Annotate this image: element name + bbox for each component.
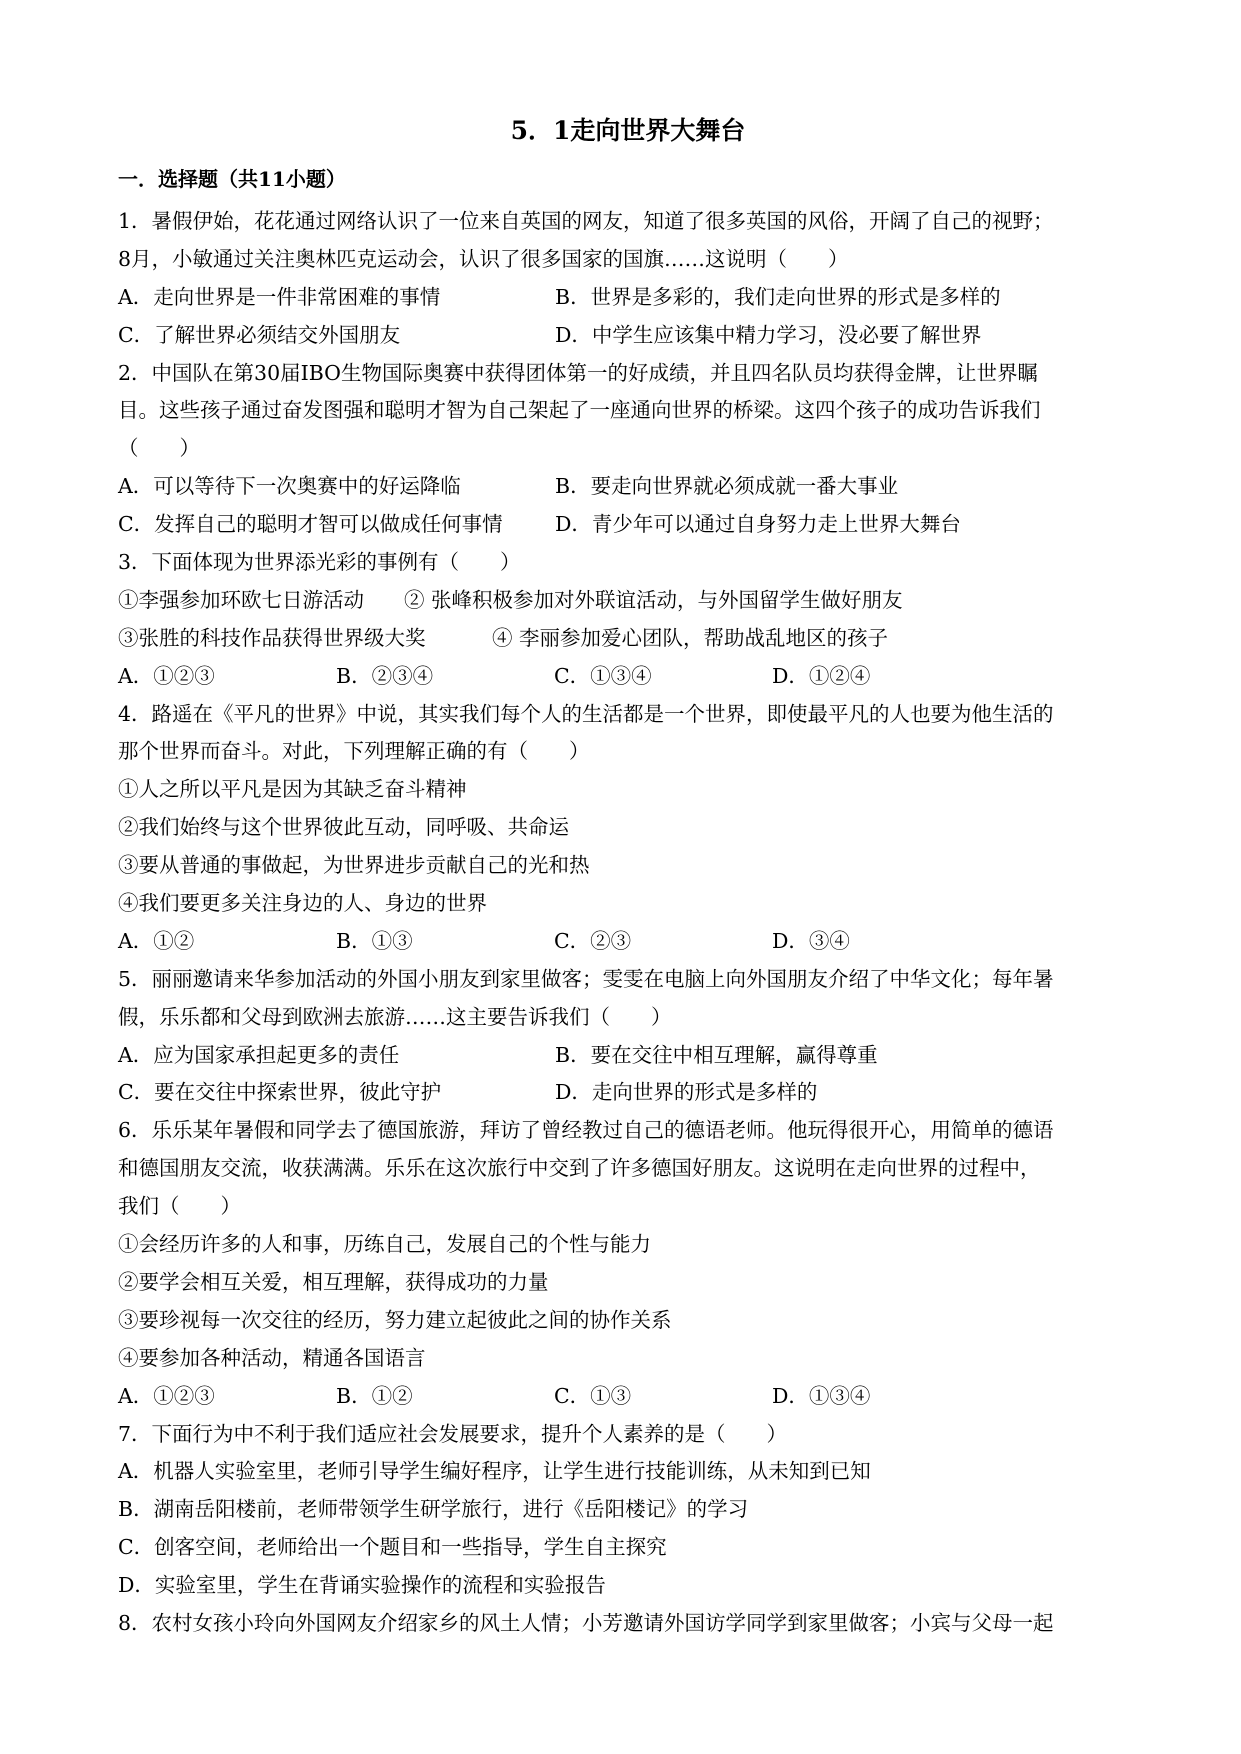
question-stem-line: 和德国朋友交流，收获满满。乐乐在这次旅行中交到了许多德国好朋友。这说明在走向世界的过程中， (118, 1156, 1041, 1181)
question-stem-line: 我们（ ） (118, 1194, 241, 1219)
option-a: A．可以等待下一次奥赛中的好运降临 (118, 474, 461, 499)
question-4 (118, 696, 1123, 961)
question-6 (118, 1112, 1123, 1415)
statement-row (118, 620, 1123, 658)
statement-item: ④ 李丽参加爱心团队，帮助战乱地区的孩子 (492, 625, 889, 650)
question-stem-line: 3．下面体现为世界添光彩的事例有（ ） (118, 550, 521, 575)
question-stem-line: 8．农村女孩小玲向外国网友介绍家乡的风土人情；小芳邀请外国访学同学到家里做客；小宾与父母一起 (118, 1610, 1054, 1635)
option-d: D．实验室里，学生在背诵实验操作的流程和实验报告 (118, 1573, 606, 1598)
section-heading: 一．选择题（共11小题） (118, 167, 346, 191)
question-stem-line: 目。这些孩子通过奋发图强和聪明才智为自己架起了一座通向世界的桥梁。这四个孩子的成功告诉我们 (118, 398, 1041, 423)
statement-item: ④要参加各种活动，精通各国语言 (118, 1345, 426, 1370)
option-a: A．应为国家承担起更多的责任 (118, 1042, 400, 1067)
question-stem-line: 4．路遥在《平凡的世界》中说，其实我们每个人的生活都是一个世界，即使最平凡的人也要为他生活的 (118, 701, 1054, 726)
option-row (118, 279, 1123, 317)
option-c: C．②③ (554, 928, 632, 953)
option-row (118, 317, 1123, 355)
question-3 (118, 544, 1123, 696)
question-stem-line: 7．下面行为中不利于我们适应社会发展要求，提升个人素养的是（ ） (118, 1421, 788, 1446)
option-d: D．①②④ (772, 663, 871, 688)
option-c: C．创客空间，老师给出一个题目和一些指导，学生自主探究 (118, 1535, 667, 1560)
question-stem-line: 5．丽丽邀请来华参加活动的外国小朋友到家里做客；雯雯在电脑上向外国朋友介绍了中华文化；每年暑 (118, 966, 1054, 991)
option-c: C．发挥自己的聪明才智可以做成任何事情 (118, 512, 503, 537)
option-row (118, 506, 1123, 544)
question-8 (118, 1605, 1123, 1643)
option-b: B．②③④ (336, 663, 434, 688)
option-a: A．①②③ (118, 663, 215, 688)
option-row (118, 1037, 1123, 1075)
option-b: B．湖南岳阳楼前，老师带领学生研学旅行，进行《岳阳楼记》的学习 (118, 1497, 749, 1522)
question-stem-line: （ ） (118, 436, 200, 461)
statement-item: ② 张峰积极参加对外联谊活动，与外国留学生做好朋友 (404, 587, 903, 612)
option-a: A．①②③ (118, 1383, 215, 1408)
option-d: D．①③④ (772, 1383, 871, 1408)
statement-item: ③要从普通的事做起，为世界进步贡献自己的光和热 (118, 853, 590, 878)
question-5 (118, 961, 1123, 1113)
option-row (118, 658, 1123, 696)
question-7 (118, 1416, 1123, 1605)
statement-item: ①李强参加环欧七日游活动 (118, 587, 364, 612)
option-row (118, 923, 1123, 961)
question-stem-line: 8月，小敏通过关注奥林匹克运动会，认识了很多国家的国旗……这说明（ ） (118, 246, 849, 271)
option-d: D．中学生应该集中精力学习，没必要了解世界 (555, 322, 982, 347)
option-b: B．要走向世界就必须成就一番大事业 (555, 474, 899, 499)
question-stem-line: 假，乐乐都和父母到欧洲去旅游……这主要告诉我们（ ） (118, 1004, 672, 1029)
option-c: C．了解世界必须结交外国朋友 (118, 322, 401, 347)
statement-item: ②我们始终与这个世界彼此互动，同呼吸、共命运 (118, 815, 569, 840)
question-stem-line: 6．乐乐某年暑假和同学去了德国旅游，拜访了曾经教过自己的德语老师。他玩得很开心，用简单的德语 (118, 1118, 1054, 1143)
question-stem-line: 那个世界而奋斗。对此，下列理解正确的有（ ） (118, 739, 590, 764)
option-row (118, 468, 1123, 506)
option-row (118, 1074, 1123, 1112)
question-list (118, 203, 1123, 1643)
option-b: B．要在交往中相互理解，赢得尊重 (555, 1042, 878, 1067)
option-a: A．走向世界是一件非常困难的事情 (118, 284, 441, 309)
statement-row (118, 582, 1123, 620)
option-c: C．①③④ (554, 663, 652, 688)
option-row (118, 1378, 1123, 1416)
question-stem-line: 1．暑假伊始，花花通过网络认识了一位来自英国的网友，知道了很多英国的风俗，开阔了自己的视野； (118, 209, 1054, 233)
question-stem-line: 2．中国队在第30届IBO生物国际奥赛中获得团体第一的好成绩，并且四名队员均获得金牌，让世界瞩 (118, 360, 1038, 385)
option-c: C．要在交往中探索世界，彼此守护 (118, 1080, 442, 1105)
option-a: A．机器人实验室里，老师引导学生编好程序，让学生进行技能训练，从未知到已知 (118, 1459, 871, 1484)
statement-item: ④我们要更多关注身边的人、身边的世界 (118, 891, 487, 916)
option-a: A．①② (118, 928, 195, 953)
option-d: D．走向世界的形式是多样的 (555, 1080, 818, 1105)
statement-item: ③张胜的科技作品获得世界级大奖 (118, 625, 426, 650)
option-b: B．①③ (336, 928, 413, 953)
statement-item: ①会经历许多的人和事，历练自己，发展自己的个性与能力 (118, 1232, 651, 1257)
page-title: 5．1走向世界大舞台 (510, 116, 746, 145)
option-d: D．青少年可以通过自身努力走上世界大舞台 (555, 512, 961, 537)
question-1 (118, 203, 1123, 355)
statement-item: ②要学会相互关爱，相互理解，获得成功的力量 (118, 1269, 549, 1294)
option-b: B．①② (336, 1383, 413, 1408)
statement-item: ③要珍视每一次交往的经历，努力建立起彼此之间的协作关系 (118, 1307, 672, 1332)
option-d: D．③④ (772, 928, 850, 953)
question-2 (118, 355, 1123, 544)
statement-item: ①人之所以平凡是因为其缺乏奋斗精神 (118, 777, 467, 802)
option-c: C．①③ (554, 1383, 632, 1408)
option-b: B．世界是多彩的，我们走向世界的形式是多样的 (555, 284, 1001, 309)
